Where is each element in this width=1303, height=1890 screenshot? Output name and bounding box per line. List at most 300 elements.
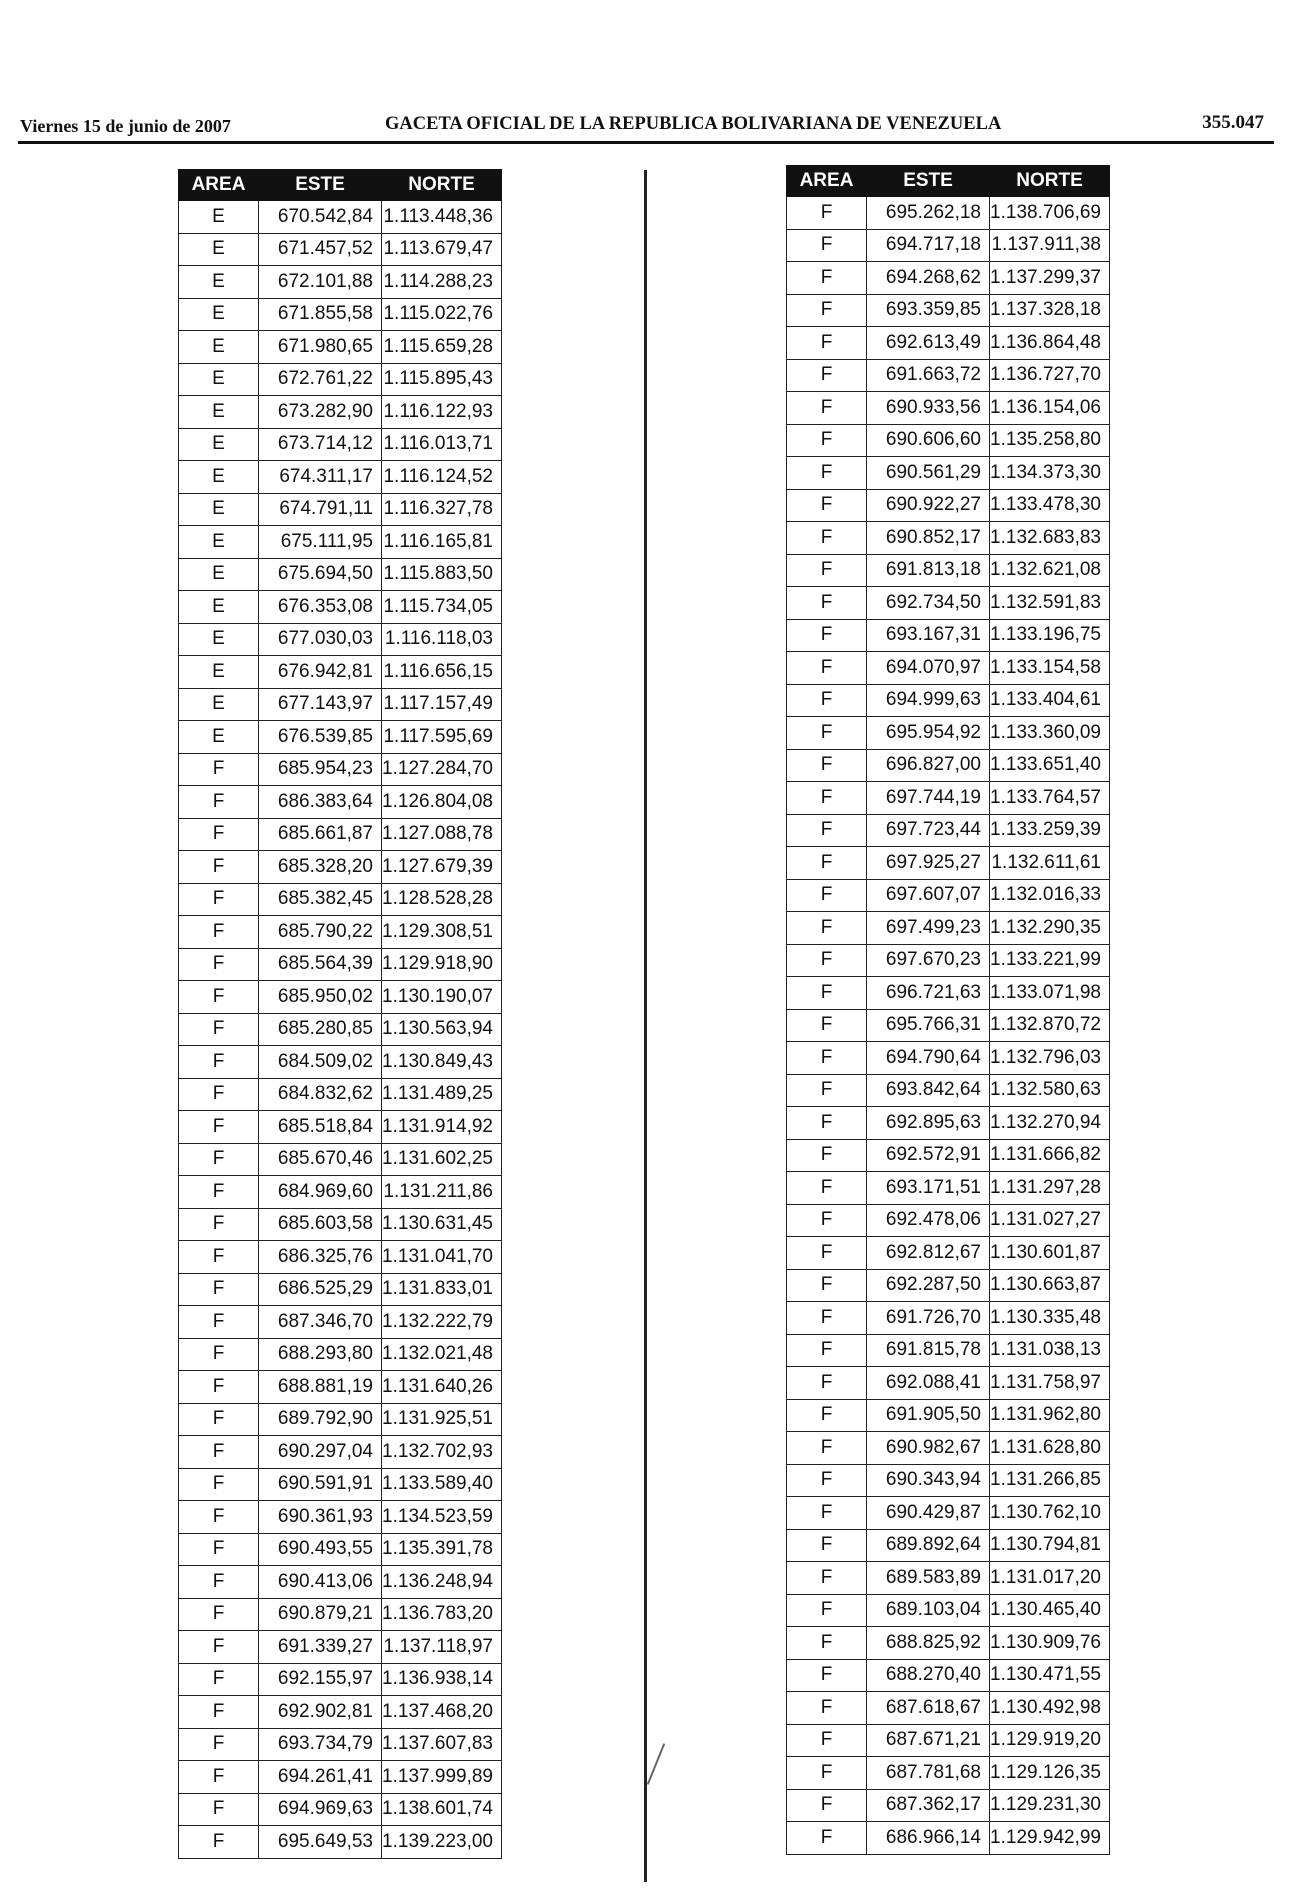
este-cell: 692.613,49: [867, 327, 990, 360]
este-cell: 690.343,94: [867, 1464, 990, 1497]
area-cell: F: [787, 1204, 867, 1237]
area-cell: F: [787, 1107, 867, 1140]
table-row: [787, 1302, 1110, 1335]
este-cell: 670.542,84: [259, 201, 382, 234]
norte-cell: 1.133.360,09: [990, 717, 1110, 750]
norte-cell: 1.131.833,01: [382, 1273, 502, 1306]
table-row: [787, 977, 1110, 1010]
table-row: [179, 753, 502, 786]
area-cell: F: [787, 489, 867, 522]
este-cell: 684.509,02: [259, 1046, 382, 1079]
este-cell: 697.670,23: [867, 944, 990, 977]
area-cell: F: [787, 1237, 867, 1270]
este-cell: 691.339,27: [259, 1631, 382, 1664]
table-row: [787, 1074, 1110, 1107]
area-cell: F: [787, 1562, 867, 1595]
norte-cell: 1.131.266,85: [990, 1464, 1110, 1497]
table-row: [179, 1728, 502, 1761]
norte-cell: 1.131.666,82: [990, 1139, 1110, 1172]
norte-cell: 1.133.154,58: [990, 652, 1110, 685]
norte-cell: 1.136.783,20: [382, 1598, 502, 1631]
area-cell: F: [787, 847, 867, 880]
norte-cell: 1.132.870,72: [990, 1009, 1110, 1042]
table-row: [179, 916, 502, 949]
norte-cell: 1.131.925,51: [382, 1403, 502, 1436]
norte-cell: 1.130.465,40: [990, 1594, 1110, 1627]
area-cell: E: [179, 591, 259, 624]
norte-cell: 1.133.221,99: [990, 944, 1110, 977]
area-cell: F: [787, 1497, 867, 1530]
norte-cell: 1.115.883,50: [382, 558, 502, 591]
norte-cell: 1.132.591,83: [990, 587, 1110, 620]
header-title: GACETA OFICIAL DE LA REPUBLICA BOLIVARIANA DE VENEZUELA: [385, 114, 1002, 134]
este-cell: 675.111,95: [259, 526, 382, 559]
este-cell: 687.346,70: [259, 1306, 382, 1339]
area-cell: F: [179, 1468, 259, 1501]
este-cell: 676.539,85: [259, 721, 382, 754]
table-row: [787, 1594, 1110, 1627]
area-cell: F: [179, 981, 259, 1014]
norte-cell: 1.132.796,03: [990, 1042, 1110, 1075]
este-cell: 686.966,14: [867, 1822, 990, 1855]
este-cell: 690.493,55: [259, 1533, 382, 1566]
norte-cell: 1.130.762,10: [990, 1497, 1110, 1530]
este-cell: 692.734,50: [867, 587, 990, 620]
table-row: [179, 818, 502, 851]
norte-cell: 1.132.016,33: [990, 879, 1110, 912]
este-cell: 674.791,11: [259, 493, 382, 526]
area-cell: E: [179, 266, 259, 299]
coordinates-table-left: [178, 169, 502, 1859]
norte-cell: 1.133.404,61: [990, 684, 1110, 717]
table-row: [787, 1107, 1110, 1140]
area-cell: F: [787, 1822, 867, 1855]
este-cell: 697.925,27: [867, 847, 990, 880]
norte-cell: 1.136.864,48: [990, 327, 1110, 360]
area-cell: F: [179, 1338, 259, 1371]
area-cell: F: [787, 327, 867, 360]
area-cell: F: [787, 587, 867, 620]
norte-cell: 1.133.651,40: [990, 749, 1110, 782]
table-row: [787, 847, 1110, 880]
norte-cell: 1.137.468,20: [382, 1696, 502, 1729]
table-row: [787, 359, 1110, 392]
este-cell: 672.761,22: [259, 363, 382, 396]
norte-cell: 1.126.804,08: [382, 786, 502, 819]
area-cell: F: [787, 1302, 867, 1335]
norte-cell: 1.130.492,98: [990, 1692, 1110, 1725]
area-cell: F: [787, 424, 867, 457]
este-cell: 686.325,76: [259, 1241, 382, 1274]
table-row: [787, 1139, 1110, 1172]
norte-cell: 1.130.335,48: [990, 1302, 1110, 1335]
table-row: [179, 623, 502, 656]
table-row: [787, 1529, 1110, 1562]
este-cell: 697.723,44: [867, 814, 990, 847]
area-cell: F: [787, 1692, 867, 1725]
norte-cell: 1.130.849,43: [382, 1046, 502, 1079]
area-cell: E: [179, 331, 259, 364]
area-cell: F: [787, 1269, 867, 1302]
este-cell: 697.499,23: [867, 912, 990, 945]
area-cell: F: [787, 1464, 867, 1497]
este-cell: 676.942,81: [259, 656, 382, 689]
header-date: Viernes 15 de junio de 2007: [20, 116, 231, 136]
area-cell: F: [787, 684, 867, 717]
area-cell: F: [179, 1501, 259, 1534]
este-cell: 692.287,50: [867, 1269, 990, 1302]
area-cell: F: [787, 912, 867, 945]
este-cell: 694.268,62: [867, 262, 990, 295]
table-header-row: [179, 170, 502, 201]
area-cell: F: [179, 1631, 259, 1664]
table-row: [179, 981, 502, 1014]
norte-cell: 1.131.962,80: [990, 1399, 1110, 1432]
norte-cell: 1.132.683,83: [990, 522, 1110, 555]
norte-cell: 1.137.999,89: [382, 1761, 502, 1794]
area-cell: F: [787, 717, 867, 750]
este-cell: 675.694,50: [259, 558, 382, 591]
este-cell: 685.518,84: [259, 1111, 382, 1144]
norte-cell: 1.116.013,71: [382, 428, 502, 461]
area-cell: F: [179, 1403, 259, 1436]
table-row: [179, 233, 502, 266]
table-row: [787, 1497, 1110, 1530]
area-cell: F: [179, 786, 259, 819]
norte-cell: 1.131.489,25: [382, 1078, 502, 1111]
table-row: [179, 1403, 502, 1436]
este-cell: 688.270,40: [867, 1659, 990, 1692]
area-cell: F: [787, 782, 867, 815]
table-row: [787, 1204, 1110, 1237]
este-cell: 692.902,81: [259, 1696, 382, 1729]
norte-cell: 1.131.297,28: [990, 1172, 1110, 1205]
area-cell: F: [179, 1273, 259, 1306]
norte-cell: 1.130.563,94: [382, 1013, 502, 1046]
area-cell: F: [179, 948, 259, 981]
norte-cell: 1.133.589,40: [382, 1468, 502, 1501]
este-cell: 685.280,85: [259, 1013, 382, 1046]
area-cell: F: [179, 1078, 259, 1111]
table-row: [179, 1208, 502, 1241]
table-row: [787, 619, 1110, 652]
table-row: [787, 1269, 1110, 1302]
table-row: [787, 1659, 1110, 1692]
table-row: [179, 1176, 502, 1209]
este-cell: 690.413,06: [259, 1566, 382, 1599]
este-cell: 697.744,19: [867, 782, 990, 815]
norte-cell: 1.130.631,45: [382, 1208, 502, 1241]
este-cell: 691.726,70: [867, 1302, 990, 1335]
area-cell: F: [787, 814, 867, 847]
area-cell: F: [787, 1724, 867, 1757]
este-cell: 690.591,91: [259, 1468, 382, 1501]
norte-cell: 1.137.607,83: [382, 1728, 502, 1761]
norte-cell: 1.132.290,35: [990, 912, 1110, 945]
este-cell: 686.383,64: [259, 786, 382, 819]
norte-cell: 1.132.580,63: [990, 1074, 1110, 1107]
norte-cell: 1.131.640,26: [382, 1371, 502, 1404]
este-cell: 685.954,23: [259, 753, 382, 786]
norte-cell: 1.136.938,14: [382, 1663, 502, 1696]
norte-cell: 1.131.211,86: [382, 1176, 502, 1209]
este-cell: 674.311,17: [259, 461, 382, 494]
este-cell: 693.359,85: [867, 294, 990, 327]
table-row: [179, 1371, 502, 1404]
table-row: [179, 721, 502, 754]
area-cell: E: [179, 721, 259, 754]
area-cell: F: [179, 1208, 259, 1241]
header-area: AREA: [179, 170, 259, 201]
area-cell: F: [179, 883, 259, 916]
norte-cell: 1.116.327,78: [382, 493, 502, 526]
area-cell: E: [179, 396, 259, 429]
area-cell: F: [787, 1757, 867, 1790]
table-row: [787, 944, 1110, 977]
table-row: [179, 1663, 502, 1696]
table-row: [787, 1757, 1110, 1790]
norte-cell: 1.130.794,81: [990, 1529, 1110, 1562]
table-row: [179, 1501, 502, 1534]
area-cell: F: [787, 197, 867, 230]
norte-cell: 1.130.601,87: [990, 1237, 1110, 1270]
norte-cell: 1.129.308,51: [382, 916, 502, 949]
este-cell: 676.353,08: [259, 591, 382, 624]
este-cell: 690.852,17: [867, 522, 990, 555]
norte-cell: 1.127.088,78: [382, 818, 502, 851]
table-row: [179, 1598, 502, 1631]
table-row: [787, 1562, 1110, 1595]
area-cell: F: [179, 1046, 259, 1079]
norte-cell: 1.117.595,69: [382, 721, 502, 754]
table-row: [787, 489, 1110, 522]
este-cell: 694.070,97: [867, 652, 990, 685]
area-cell: F: [787, 1042, 867, 1075]
table-row: [787, 1464, 1110, 1497]
norte-cell: 1.131.017,20: [990, 1562, 1110, 1595]
table-row: [179, 1631, 502, 1664]
area-cell: F: [179, 1826, 259, 1859]
table-row: [787, 424, 1110, 457]
area-cell: F: [787, 1627, 867, 1660]
table-row: [179, 266, 502, 299]
norte-cell: 1.132.621,08: [990, 554, 1110, 587]
area-cell: F: [787, 262, 867, 295]
norte-cell: 1.113.679,47: [382, 233, 502, 266]
table-row: [179, 201, 502, 234]
este-cell: 685.382,45: [259, 883, 382, 916]
norte-cell: 1.132.611,61: [990, 847, 1110, 880]
table-row: [179, 1306, 502, 1339]
area-cell: E: [179, 363, 259, 396]
norte-cell: 1.137.118,97: [382, 1631, 502, 1664]
este-cell: 692.478,06: [867, 1204, 990, 1237]
norte-cell: 1.116.656,15: [382, 656, 502, 689]
norte-cell: 1.129.126,35: [990, 1757, 1110, 1790]
page-header: [20, 112, 1272, 140]
norte-cell: 1.116.165,81: [382, 526, 502, 559]
area-cell: F: [179, 1436, 259, 1469]
este-cell: 691.905,50: [867, 1399, 990, 1432]
table-row: [179, 331, 502, 364]
area-cell: F: [179, 1793, 259, 1826]
norte-cell: 1.131.038,13: [990, 1334, 1110, 1367]
norte-cell: 1.127.284,70: [382, 753, 502, 786]
este-cell: 690.297,04: [259, 1436, 382, 1469]
este-cell: 694.717,18: [867, 229, 990, 262]
area-cell: F: [179, 1761, 259, 1794]
norte-cell: 1.137.328,18: [990, 294, 1110, 327]
area-cell: F: [787, 554, 867, 587]
este-cell: 689.103,04: [867, 1594, 990, 1627]
table-row: [787, 1237, 1110, 1270]
table-row: [179, 1338, 502, 1371]
norte-cell: 1.133.071,98: [990, 977, 1110, 1010]
table-row: [179, 298, 502, 331]
table-row: [787, 1789, 1110, 1822]
norte-cell: 1.131.914,92: [382, 1111, 502, 1144]
area-cell: F: [179, 1598, 259, 1631]
este-cell: 694.969,63: [259, 1793, 382, 1826]
norte-cell: 1.135.258,80: [990, 424, 1110, 457]
header-norte: NORTE: [990, 166, 1110, 197]
table-row: [179, 948, 502, 981]
este-cell: 685.603,58: [259, 1208, 382, 1241]
area-cell: E: [179, 558, 259, 591]
este-cell: 690.429,87: [867, 1497, 990, 1530]
area-cell: F: [787, 1009, 867, 1042]
area-cell: E: [179, 428, 259, 461]
area-cell: F: [787, 392, 867, 425]
este-cell: 694.790,64: [867, 1042, 990, 1075]
area-cell: F: [787, 1074, 867, 1107]
norte-cell: 1.138.706,69: [990, 197, 1110, 230]
area-cell: E: [179, 526, 259, 559]
este-cell: 696.827,00: [867, 749, 990, 782]
este-cell: 689.792,90: [259, 1403, 382, 1436]
este-cell: 692.572,91: [867, 1139, 990, 1172]
area-cell: F: [179, 1663, 259, 1696]
table-row: [787, 1334, 1110, 1367]
este-cell: 685.661,87: [259, 818, 382, 851]
area-cell: F: [787, 1432, 867, 1465]
este-cell: 687.781,68: [867, 1757, 990, 1790]
este-cell: 677.030,03: [259, 623, 382, 656]
norte-cell: 1.134.523,59: [382, 1501, 502, 1534]
table-row: [787, 1172, 1110, 1205]
header-area: AREA: [787, 166, 867, 197]
header-este: ESTE: [259, 170, 382, 201]
area-cell: F: [787, 1529, 867, 1562]
este-cell: 690.933,56: [867, 392, 990, 425]
area-cell: E: [179, 656, 259, 689]
norte-cell: 1.130.909,76: [990, 1627, 1110, 1660]
este-cell: 695.262,18: [867, 197, 990, 230]
table-row: [179, 786, 502, 819]
este-cell: 696.721,63: [867, 977, 990, 1010]
table-row: [787, 879, 1110, 912]
area-cell: F: [179, 1143, 259, 1176]
norte-cell: 1.115.734,05: [382, 591, 502, 624]
area-cell: F: [787, 522, 867, 555]
table-row: [179, 558, 502, 591]
header-norte: NORTE: [382, 170, 502, 201]
este-cell: 671.855,58: [259, 298, 382, 331]
norte-cell: 1.113.448,36: [382, 201, 502, 234]
area-cell: F: [179, 1013, 259, 1046]
table-row: [787, 652, 1110, 685]
este-cell: 695.954,92: [867, 717, 990, 750]
table-row: [179, 396, 502, 429]
norte-cell: 1.133.478,30: [990, 489, 1110, 522]
table-row: [787, 1627, 1110, 1660]
norte-cell: 1.129.918,90: [382, 948, 502, 981]
table-row: [787, 717, 1110, 750]
norte-cell: 1.131.027,27: [990, 1204, 1110, 1237]
table-row: [179, 1826, 502, 1859]
area-cell: F: [787, 1367, 867, 1400]
table-row: [787, 1724, 1110, 1757]
este-cell: 692.088,41: [867, 1367, 990, 1400]
este-cell: 694.261,41: [259, 1761, 382, 1794]
table-row: [179, 461, 502, 494]
este-cell: 689.892,64: [867, 1529, 990, 1562]
norte-cell: 1.137.299,37: [990, 262, 1110, 295]
norte-cell: 1.134.373,30: [990, 457, 1110, 490]
norte-cell: 1.115.022,76: [382, 298, 502, 331]
norte-cell: 1.129.231,30: [990, 1789, 1110, 1822]
este-cell: 673.714,12: [259, 428, 382, 461]
table-row: [179, 851, 502, 884]
este-cell: 685.670,46: [259, 1143, 382, 1176]
este-cell: 688.881,19: [259, 1371, 382, 1404]
este-cell: 690.982,67: [867, 1432, 990, 1465]
right-table-body: [787, 197, 1110, 1855]
table-row: [787, 392, 1110, 425]
este-cell: 691.663,72: [867, 359, 990, 392]
table-row: [179, 1761, 502, 1794]
este-cell: 688.825,92: [867, 1627, 990, 1660]
area-cell: F: [179, 818, 259, 851]
este-cell: 684.832,62: [259, 1078, 382, 1111]
area-cell: E: [179, 298, 259, 331]
norte-cell: 1.139.223,00: [382, 1826, 502, 1859]
este-cell: 697.607,07: [867, 879, 990, 912]
norte-cell: 1.133.196,75: [990, 619, 1110, 652]
norte-cell: 1.133.764,57: [990, 782, 1110, 815]
este-cell: 673.282,90: [259, 396, 382, 429]
area-cell: F: [787, 294, 867, 327]
norte-cell: 1.128.528,28: [382, 883, 502, 916]
norte-cell: 1.132.702,93: [382, 1436, 502, 1469]
area-cell: F: [787, 1139, 867, 1172]
norte-cell: 1.114.288,23: [382, 266, 502, 299]
table-row: [179, 1046, 502, 1079]
area-cell: E: [179, 493, 259, 526]
table-row: [179, 1078, 502, 1111]
area-cell: F: [787, 1594, 867, 1627]
norte-cell: 1.135.391,78: [382, 1533, 502, 1566]
table-row: [179, 1566, 502, 1599]
area-cell: F: [787, 879, 867, 912]
table-row: [179, 493, 502, 526]
norte-cell: 1.131.628,80: [990, 1432, 1110, 1465]
este-cell: 690.361,93: [259, 1501, 382, 1534]
area-cell: F: [787, 652, 867, 685]
este-cell: 690.561,29: [867, 457, 990, 490]
norte-cell: 1.136.248,94: [382, 1566, 502, 1599]
table-row: [787, 457, 1110, 490]
